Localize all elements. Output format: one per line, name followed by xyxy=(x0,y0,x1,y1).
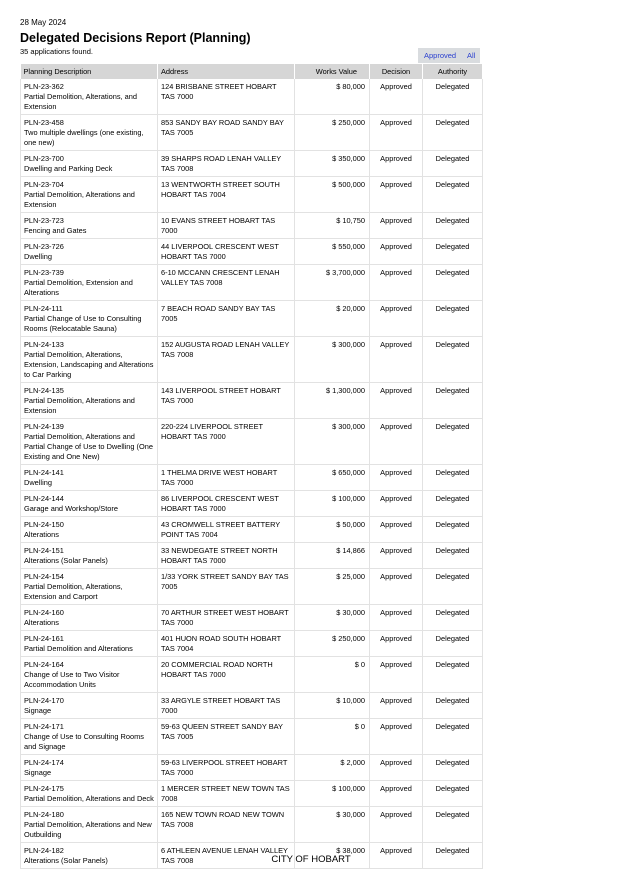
table-row xyxy=(21,807,483,843)
address-cell: 20 COMMERCIAL ROAD NORTH HOBART TAS 7000 xyxy=(158,657,295,693)
authority-cell: Delegated xyxy=(423,719,483,755)
application-description: Alterations xyxy=(24,618,59,627)
table-row xyxy=(21,543,483,569)
filter-all-link[interactable]: All xyxy=(467,51,476,60)
works-value-cell: $ 500,000 xyxy=(295,177,370,213)
application-id: PLN-24-160 xyxy=(24,608,64,617)
works-value-cell: $ 350,000 xyxy=(295,151,370,177)
authority-cell: Delegated xyxy=(423,301,483,337)
description-cell xyxy=(21,781,158,807)
application-description: Signage xyxy=(24,768,52,777)
table-row xyxy=(21,419,483,465)
description-cell xyxy=(21,177,158,213)
description-cell xyxy=(21,605,158,631)
works-value-cell: $ 550,000 xyxy=(295,239,370,265)
description-cell xyxy=(21,213,158,239)
works-value-cell: $ 250,000 xyxy=(295,631,370,657)
address-cell: 401 HUON ROAD SOUTH HOBART TAS 7004 xyxy=(158,631,295,657)
authority-cell: Delegated xyxy=(423,491,483,517)
decision-cell: Approved xyxy=(370,781,423,807)
application-id: PLN-24-170 xyxy=(24,696,64,705)
application-id: PLN-24-182 xyxy=(24,846,64,855)
authority-cell: Delegated xyxy=(423,115,483,151)
application-description: Change of Use to Consulting Rooms and Signage xyxy=(24,732,144,751)
application-description: Partial Demolition, Alterations and Extension xyxy=(24,396,135,415)
table-row xyxy=(21,517,483,543)
authority-cell: Delegated xyxy=(423,239,483,265)
table-row xyxy=(21,213,483,239)
authority-cell: Delegated xyxy=(423,631,483,657)
applications-table xyxy=(20,64,483,869)
table-row xyxy=(21,657,483,693)
address-cell: 10 EVANS STREET HOBART TAS 7000 xyxy=(158,213,295,239)
authority-cell: Delegated xyxy=(423,693,483,719)
report-title: Delegated Decisions Report (Planning) xyxy=(20,31,251,45)
works-value-cell: $ 38,000 xyxy=(295,843,370,869)
works-value-cell: $ 20,000 xyxy=(295,301,370,337)
table-row xyxy=(21,151,483,177)
description-cell xyxy=(21,755,158,781)
table-row xyxy=(21,465,483,491)
description-cell xyxy=(21,693,158,719)
table-row xyxy=(21,239,483,265)
application-id: PLN-24-161 xyxy=(24,634,64,643)
application-description: Alterations (Solar Panels) xyxy=(24,556,108,565)
address-cell: 1/33 YORK STREET SANDY BAY TAS 7005 xyxy=(158,569,295,605)
decision-cell: Approved xyxy=(370,419,423,465)
description-cell xyxy=(21,569,158,605)
works-value-cell: $ 0 xyxy=(295,719,370,755)
works-value-cell: $ 250,000 xyxy=(295,115,370,151)
address-cell: 59-63 QUEEN STREET SANDY BAY TAS 7005 xyxy=(158,719,295,755)
address-cell: 33 NEWDEGATE STREET NORTH HOBART TAS 7000 xyxy=(158,543,295,569)
decision-cell: Approved xyxy=(370,843,423,869)
address-cell: 1 MERCER STREET NEW TOWN TAS 7008 xyxy=(158,781,295,807)
address-cell: 143 LIVERPOOL STREET HOBART TAS 7000 xyxy=(158,383,295,419)
authority-cell: Delegated xyxy=(423,517,483,543)
address-cell: 33 ARGYLE STREET HOBART TAS 7000 xyxy=(158,693,295,719)
works-value-cell: $ 100,000 xyxy=(295,781,370,807)
authority-cell: Delegated xyxy=(423,755,483,781)
table-row xyxy=(21,631,483,657)
table-row xyxy=(21,693,483,719)
authority-cell: Delegated xyxy=(423,79,483,115)
application-description: Partial Demolition and Alterations xyxy=(24,644,133,653)
column-header-works-value: Works Value xyxy=(295,64,370,79)
works-value-cell: $ 300,000 xyxy=(295,419,370,465)
authority-cell: Delegated xyxy=(423,569,483,605)
description-cell xyxy=(21,465,158,491)
filter-approved-link[interactable]: Approved xyxy=(424,51,457,60)
application-id: PLN-24-180 xyxy=(24,810,64,819)
application-description: Partial Demolition, Alterations, Extension and Carport xyxy=(24,582,123,601)
application-id: PLN-24-150 xyxy=(24,520,64,529)
application-id: PLN-23-700 xyxy=(24,154,64,163)
filter-bar xyxy=(418,48,480,63)
table-body xyxy=(21,79,483,869)
decision-cell: Approved xyxy=(370,719,423,755)
application-id: PLN-23-739 xyxy=(24,268,64,277)
application-description: Partial Demolition, Alterations and Deck xyxy=(24,794,154,803)
address-cell: 124 BRISBANE STREET HOBART TAS 7000 xyxy=(158,79,295,115)
works-value-cell: $ 14,866 xyxy=(295,543,370,569)
application-description: Signage xyxy=(24,706,52,715)
decision-cell: Approved xyxy=(370,383,423,419)
table-row xyxy=(21,115,483,151)
table-row xyxy=(21,569,483,605)
works-value-cell: $ 3,700,000 xyxy=(295,265,370,301)
authority-cell: Delegated xyxy=(423,265,483,301)
application-description: Alterations xyxy=(24,530,59,539)
application-description: Alterations (Solar Panels) xyxy=(24,856,108,865)
description-cell xyxy=(21,239,158,265)
address-cell: 43 CROMWELL STREET BATTERY POINT TAS 7004 xyxy=(158,517,295,543)
table-row xyxy=(21,79,483,115)
description-cell xyxy=(21,337,158,383)
address-cell: 7 BEACH ROAD SANDY BAY TAS 7005 xyxy=(158,301,295,337)
application-description: Two multiple dwellings (one existing, one new) xyxy=(24,128,144,147)
decision-cell: Approved xyxy=(370,605,423,631)
decision-cell: Approved xyxy=(370,807,423,843)
description-cell xyxy=(21,115,158,151)
table-row xyxy=(21,383,483,419)
decision-cell: Approved xyxy=(370,177,423,213)
authority-cell: Delegated xyxy=(423,605,483,631)
report-date: 28 May 2024 xyxy=(20,18,67,27)
application-id: PLN-23-726 xyxy=(24,242,64,251)
decision-cell: Approved xyxy=(370,491,423,517)
works-value-cell: $ 100,000 xyxy=(295,491,370,517)
description-cell xyxy=(21,807,158,843)
description-cell xyxy=(21,719,158,755)
works-value-cell: $ 0 xyxy=(295,657,370,693)
footer-organisation: CITY OF HOBART xyxy=(271,854,351,865)
results-count: 35 applications found. xyxy=(20,47,93,56)
application-id: PLN-24-174 xyxy=(24,758,64,767)
authority-cell: Delegated xyxy=(423,213,483,239)
description-cell xyxy=(21,383,158,419)
address-cell: 39 SHARPS ROAD LENAH VALLEY TAS 7008 xyxy=(158,151,295,177)
authority-cell: Delegated xyxy=(423,337,483,383)
application-id: PLN-24-135 xyxy=(24,386,64,395)
application-id: PLN-24-139 xyxy=(24,422,64,431)
application-description: Dwelling xyxy=(24,252,52,261)
application-description: Garage and Workshop/Store xyxy=(24,504,118,513)
description-cell xyxy=(21,517,158,543)
decision-cell: Approved xyxy=(370,301,423,337)
authority-cell: Delegated xyxy=(423,781,483,807)
works-value-cell: $ 50,000 xyxy=(295,517,370,543)
decision-cell: Approved xyxy=(370,465,423,491)
column-header-address: Address xyxy=(158,64,295,79)
decision-cell: Approved xyxy=(370,569,423,605)
table-row xyxy=(21,301,483,337)
description-cell xyxy=(21,79,158,115)
decision-cell: Approved xyxy=(370,265,423,301)
application-description: Partial Change of Use to Consulting Rooms (Relocatable Sauna) xyxy=(24,314,142,333)
address-cell: 220-224 LIVERPOOL STREET HOBART TAS 7000 xyxy=(158,419,295,465)
application-description: Change of Use to Two Visitor Accommodation Units xyxy=(24,670,120,689)
application-description: Partial Demolition, Alterations and New Outbuilding xyxy=(24,820,152,839)
authority-cell: Delegated xyxy=(423,807,483,843)
table-row xyxy=(21,781,483,807)
works-value-cell: $ 300,000 xyxy=(295,337,370,383)
column-header-authority: Authority xyxy=(423,64,483,79)
works-value-cell: $ 650,000 xyxy=(295,465,370,491)
table-row xyxy=(21,719,483,755)
address-cell: 70 ARTHUR STREET WEST HOBART TAS 7000 xyxy=(158,605,295,631)
address-cell: 6 ATHLEEN AVENUE LENAH VALLEY TAS 7008 xyxy=(158,843,295,869)
application-id: PLN-24-154 xyxy=(24,572,64,581)
works-value-cell: $ 30,000 xyxy=(295,807,370,843)
table-row xyxy=(21,605,483,631)
decision-cell: Approved xyxy=(370,151,423,177)
application-id: PLN-24-144 xyxy=(24,494,64,503)
application-id: PLN-24-151 xyxy=(24,546,64,555)
authority-cell: Delegated xyxy=(423,465,483,491)
works-value-cell: $ 2,000 xyxy=(295,755,370,781)
authority-cell: Delegated xyxy=(423,843,483,869)
application-id: PLN-23-723 xyxy=(24,216,64,225)
application-description: Partial Demolition, Extension and Alterations xyxy=(24,278,133,297)
authority-cell: Delegated xyxy=(423,383,483,419)
address-cell: 853 SANDY BAY ROAD SANDY BAY TAS 7005 xyxy=(158,115,295,151)
application-id: PLN-24-111 xyxy=(24,304,63,313)
application-id: PLN-23-458 xyxy=(24,118,64,127)
authority-cell: Delegated xyxy=(423,543,483,569)
column-header-decision: Decision xyxy=(370,64,423,79)
application-description: Fencing and Gates xyxy=(24,226,87,235)
description-cell xyxy=(21,265,158,301)
decision-cell: Approved xyxy=(370,543,423,569)
works-value-cell: $ 10,000 xyxy=(295,693,370,719)
works-value-cell: $ 25,000 xyxy=(295,569,370,605)
works-value-cell: $ 10,750 xyxy=(295,213,370,239)
report-header xyxy=(20,18,482,57)
application-id: PLN-24-175 xyxy=(24,784,64,793)
works-value-cell: $ 1,300,000 xyxy=(295,383,370,419)
application-id: PLN-23-704 xyxy=(24,180,64,189)
authority-cell: Delegated xyxy=(423,177,483,213)
description-cell xyxy=(21,491,158,517)
address-cell: 86 LIVERPOOL CRESCENT WEST HOBART TAS 7000 xyxy=(158,491,295,517)
description-cell xyxy=(21,419,158,465)
table-row xyxy=(21,755,483,781)
decision-cell: Approved xyxy=(370,693,423,719)
decision-cell: Approved xyxy=(370,239,423,265)
description-cell xyxy=(21,631,158,657)
application-id: PLN-23-362 xyxy=(24,82,64,91)
decision-cell: Approved xyxy=(370,755,423,781)
table-row xyxy=(21,177,483,213)
application-description: Partial Demolition, Alterations, and Extension xyxy=(24,92,137,111)
application-description: Dwelling xyxy=(24,478,52,487)
application-id: PLN-24-133 xyxy=(24,340,64,349)
application-description: Partial Demolition, Alterations and Extension xyxy=(24,190,135,209)
decision-cell: Approved xyxy=(370,115,423,151)
description-cell xyxy=(21,301,158,337)
table-row xyxy=(21,491,483,517)
decision-cell: Approved xyxy=(370,213,423,239)
description-cell xyxy=(21,151,158,177)
address-cell: 6-10 MCCANN CRESCENT LENAH VALLEY TAS 7008 xyxy=(158,265,295,301)
description-cell xyxy=(21,543,158,569)
address-cell: 152 AUGUSTA ROAD LENAH VALLEY TAS 7008 xyxy=(158,337,295,383)
application-description: Partial Demolition, Alterations and Partial Change of Use to Dwelling (One Existing and One New) xyxy=(24,432,153,461)
decision-cell: Approved xyxy=(370,631,423,657)
decision-cell: Approved xyxy=(370,79,423,115)
address-cell: 165 NEW TOWN ROAD NEW TOWN TAS 7008 xyxy=(158,807,295,843)
address-cell: 44 LIVERPOOL CRESCENT WEST HOBART TAS 7000 xyxy=(158,239,295,265)
table-row xyxy=(21,265,483,301)
table-row xyxy=(21,337,483,383)
address-cell: 13 WENTWORTH STREET SOUTH HOBART TAS 7004 xyxy=(158,177,295,213)
decision-cell: Approved xyxy=(370,337,423,383)
works-value-cell: $ 80,000 xyxy=(295,79,370,115)
description-cell xyxy=(21,657,158,693)
column-header-description: Planning Description xyxy=(21,64,158,79)
authority-cell: Delegated xyxy=(423,657,483,693)
authority-cell: Delegated xyxy=(423,419,483,465)
table-header-row xyxy=(21,64,483,79)
address-cell: 59-63 LIVERPOOL STREET HOBART TAS 7000 xyxy=(158,755,295,781)
decision-cell: Approved xyxy=(370,657,423,693)
application-description: Partial Demolition, Alterations, Extension, Landscaping and Alterations to Car Parking xyxy=(24,350,154,379)
application-id: PLN-24-141 xyxy=(24,468,64,477)
authority-cell: Delegated xyxy=(423,151,483,177)
works-value-cell: $ 30,000 xyxy=(295,605,370,631)
decision-cell: Approved xyxy=(370,517,423,543)
address-cell: 1 THELMA DRIVE WEST HOBART TAS 7000 xyxy=(158,465,295,491)
application-id: PLN-24-164 xyxy=(24,660,64,669)
application-description: Dwelling and Parking Deck xyxy=(24,164,113,173)
application-id: PLN-24-171 xyxy=(24,722,64,731)
